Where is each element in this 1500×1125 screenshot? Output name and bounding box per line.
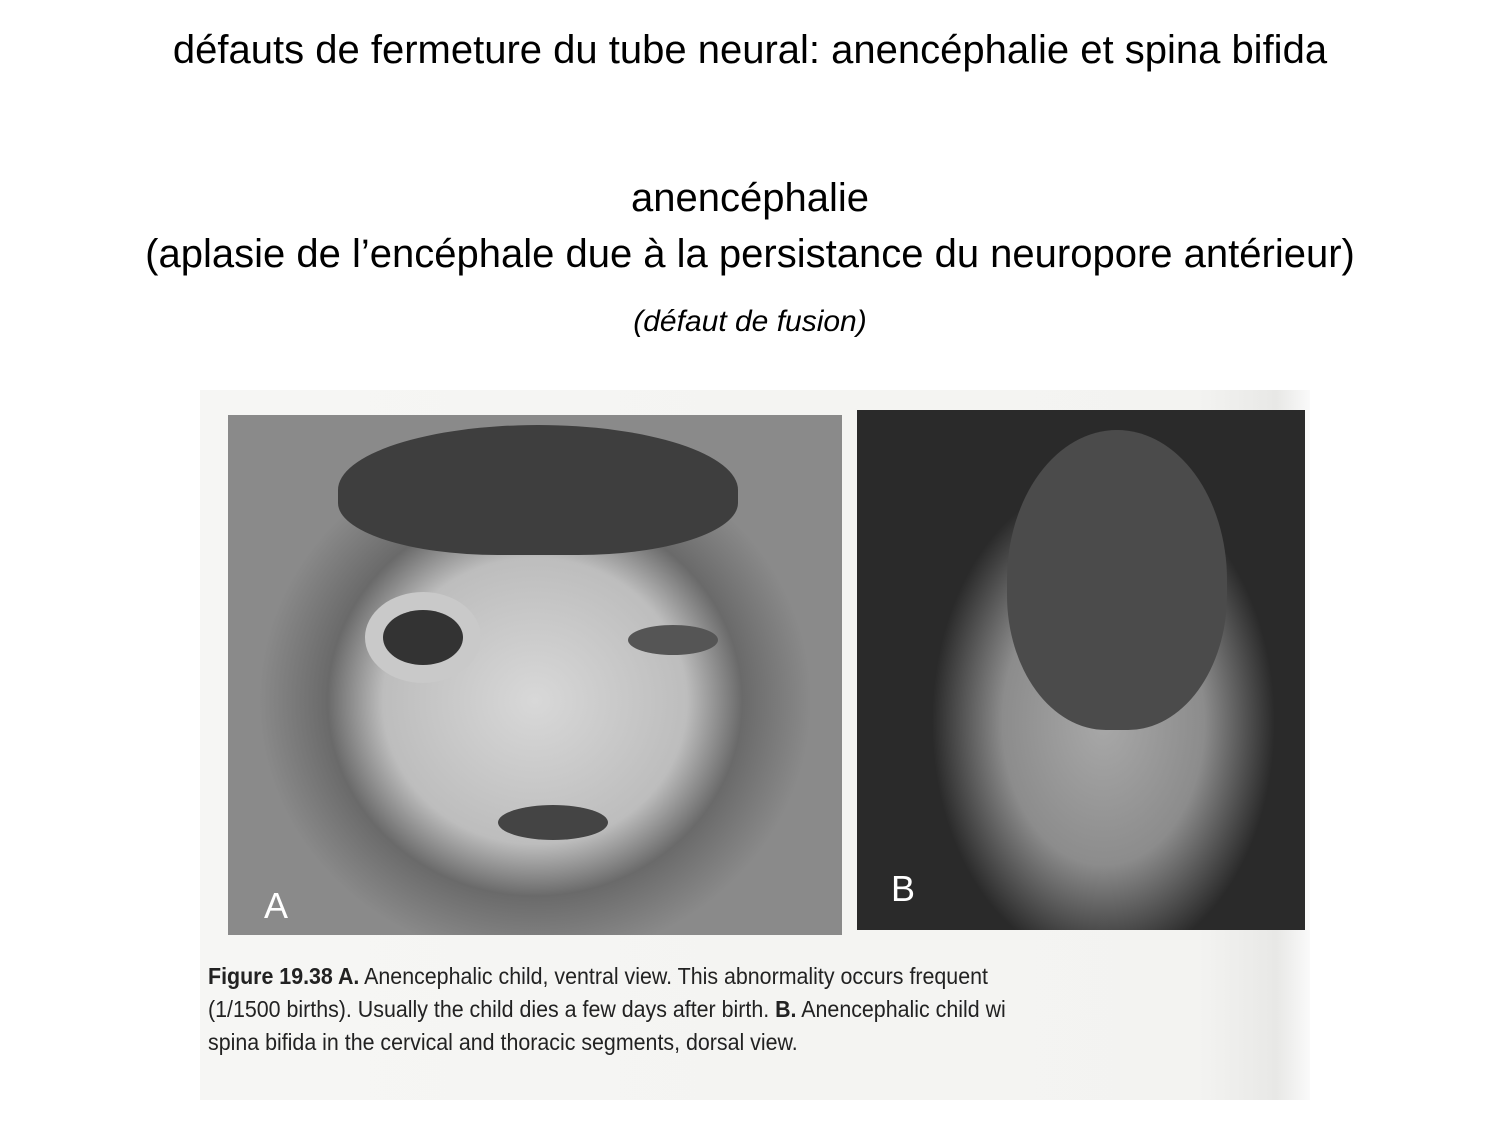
caption-b-ref: B. <box>775 996 797 1022</box>
caption-text: Anencephalic child, ventral view. This abnormality occurs frequent <box>359 963 988 989</box>
photo-b-dorsal-view <box>857 410 1305 930</box>
photo-detail <box>498 805 608 840</box>
photo-a-label: A <box>264 885 289 926</box>
figure-caption <box>208 960 1231 1059</box>
slide-subtitle: anencéphalie <box>631 176 869 220</box>
slide-note: (défaut de fusion) <box>633 305 867 338</box>
caption-text: (1/1500 births). Usually the child dies a few days after birth. <box>208 996 776 1022</box>
slide-description: (aplasie de l’encéphale due à la persistance du neuropore antérieur) <box>145 232 1355 276</box>
photo-a-ventral-view <box>228 415 842 935</box>
photo-detail <box>1007 430 1227 730</box>
caption-text: Anencephalic child wi <box>796 996 1006 1022</box>
photo-detail <box>628 625 718 655</box>
caption-text: spina bifida in the cervical and thoracic segments, dorsal view. <box>208 1029 798 1055</box>
slide-title: défauts de fermeture du tube neural: anencéphalie et spina bifida <box>172 28 1328 72</box>
photo-b-label: B <box>891 868 916 909</box>
photo-detail <box>338 425 738 555</box>
photo-detail <box>383 610 463 665</box>
scanned-figure <box>200 390 1310 1100</box>
caption-figure-ref: Figure 19.38 A. <box>208 963 360 989</box>
